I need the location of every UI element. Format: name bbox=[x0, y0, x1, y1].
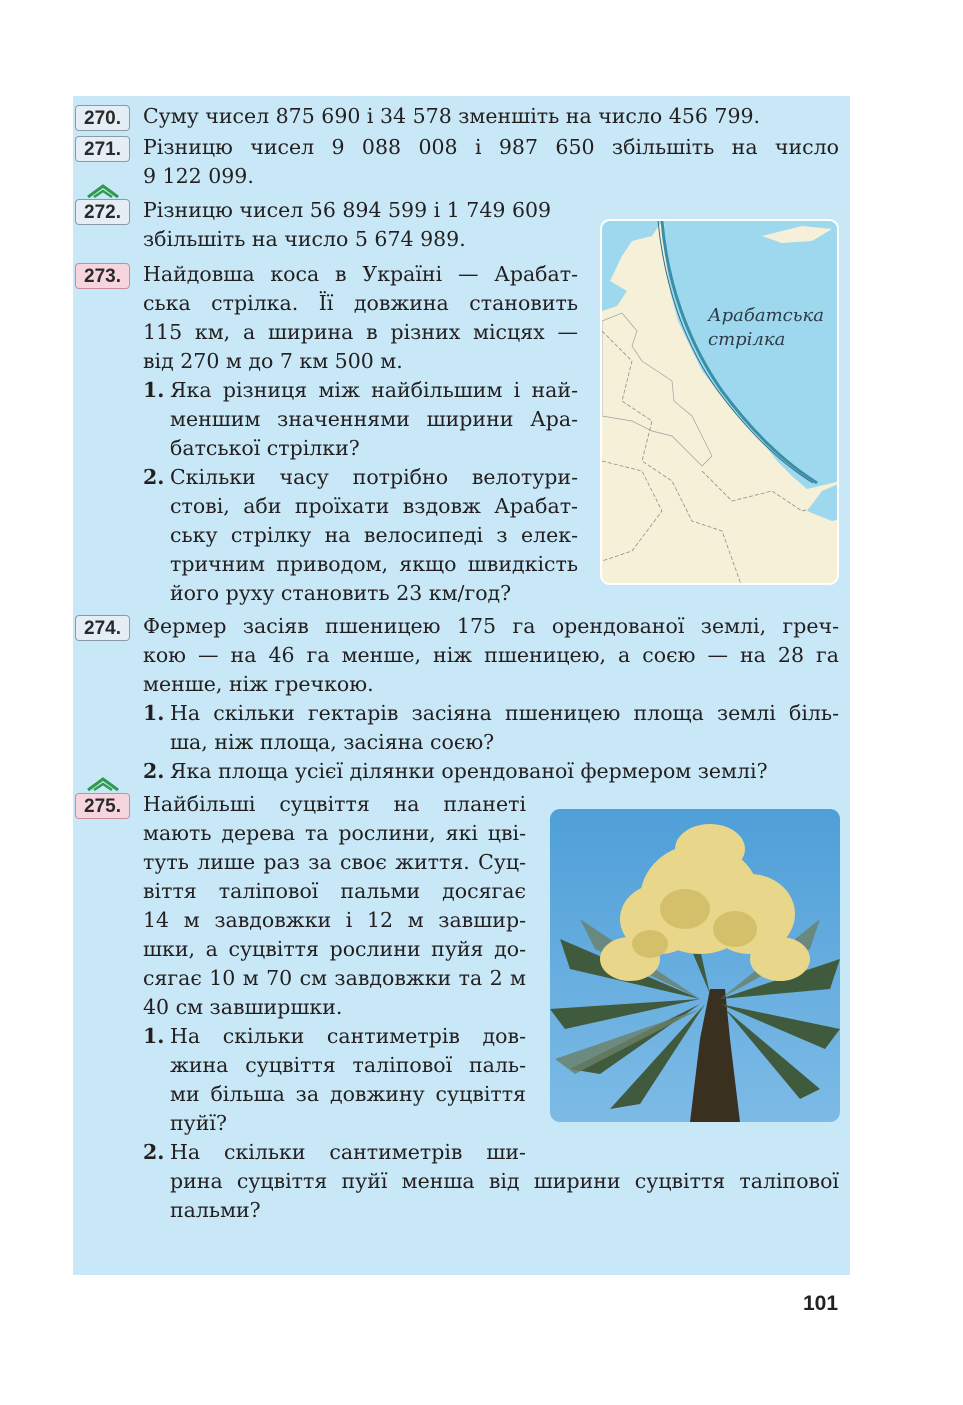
task-number-273: 273. bbox=[75, 263, 130, 289]
map-label: Арабатська стрілка bbox=[708, 305, 825, 350]
task-274-q1-line-1: На скільки гектарів засіяна пшеницею площа землі біль- bbox=[170, 701, 839, 725]
task-274-line-2: кою — на 46 га менше, ніж пшеницею, а соєю — на 28 га bbox=[143, 643, 839, 667]
task-275-line-3: туть лише раз за своє життя. Суц- bbox=[143, 850, 526, 874]
task-273-q1-marker: 1. bbox=[143, 378, 165, 402]
task-273-line-1: Найдовша коса в Україні — Арабат- bbox=[143, 262, 578, 286]
task-273-line-3: 115 км, а ширина в різних місцях — bbox=[143, 320, 578, 344]
house-icon bbox=[86, 776, 120, 794]
task-273-q2-line-3: ську стрілку на велосипеді з елек- bbox=[170, 523, 578, 547]
task-273-line-4: від 270 м до 7 км 500 м. bbox=[143, 349, 403, 373]
task-275-line-1: Найбільші суцвіття на планеті bbox=[143, 792, 526, 816]
task-275-q1-line-4: пуйї? bbox=[170, 1111, 227, 1135]
task-272-line-1: Різницю чисел 56 894 599 і 1 749 609 bbox=[143, 198, 552, 222]
task-273-q1-line-3: батської стрілки? bbox=[170, 436, 360, 460]
arabat-spit-map bbox=[600, 219, 839, 585]
task-275-q2-marker: 2. bbox=[143, 1140, 165, 1164]
task-274-line-1: Фермер засіяв пшеницею 175 га орендованої землі, греч- bbox=[143, 614, 839, 638]
task-270-text: Суму чисел 875 690 і 34 578 зменшіть на число 456 799. bbox=[143, 104, 761, 128]
task-273-q1-line-2: меншим значеннями ширини Ара- bbox=[170, 407, 578, 431]
task-number-271: 271. bbox=[75, 136, 130, 162]
task-273-q2-line-5: його руху становить 23 км/год? bbox=[170, 581, 512, 605]
task-275-q2-line-3: пальми? bbox=[170, 1198, 261, 1222]
palm-illustration bbox=[550, 809, 840, 1122]
task-275-line-8: 40 см завширшки. bbox=[143, 995, 343, 1019]
task-275-q1-line-1: На скільки сантиметрів дов- bbox=[170, 1024, 526, 1048]
task-274-q2-text: Яка площа усієї ділянки орендованої фермером землі? bbox=[170, 759, 768, 783]
task-275-line-4: віття таліпової пальми досягає bbox=[143, 879, 526, 903]
task-275-q2-line-2: рина суцвіття пуйї менша від ширини суцвіття таліпової bbox=[170, 1169, 839, 1193]
task-275-q1-line-2: жина суцвіття таліпової паль- bbox=[170, 1053, 526, 1077]
task-number-275: 275. bbox=[75, 793, 130, 819]
task-275-line-6: шки, а суцвіття рослини пуйя до- bbox=[143, 937, 526, 961]
task-275-line-2: мають дерева та рослини, які цві- bbox=[143, 821, 526, 845]
task-274-q1-marker: 1. bbox=[143, 701, 165, 725]
page-number: 101 bbox=[803, 1292, 839, 1315]
task-272-line-2: збільшіть на число 5 674 989. bbox=[143, 227, 466, 251]
task-number-270: 270. bbox=[75, 105, 130, 131]
task-number-272: 272. bbox=[75, 199, 130, 225]
task-273-q2-marker: 2. bbox=[143, 465, 165, 489]
map-graphic bbox=[602, 221, 839, 585]
task-273-q2-line-2: стові, аби проїхати вздовж Арабат- bbox=[170, 494, 578, 518]
task-274-q2-marker: 2. bbox=[143, 759, 165, 783]
task-274-q1-line-2: ша, ніж площа, засіяна соєю? bbox=[170, 730, 495, 754]
task-275-q2-line-1: На скільки сантиметрів ши- bbox=[170, 1140, 526, 1164]
task-273-line-2: ська стрілка. Її довжина становить bbox=[143, 291, 578, 315]
task-275-q1-marker: 1. bbox=[143, 1024, 165, 1048]
talipot-palm-photo bbox=[550, 809, 840, 1122]
task-273-q2-line-4: тричним приводом, якщо швидкість bbox=[170, 552, 578, 576]
task-275-q1-line-3: ми більша за довжину суцвіття bbox=[170, 1082, 526, 1106]
task-274-line-3: менше, ніж гречкою. bbox=[143, 672, 374, 696]
task-273-q2-line-1: Скільки часу потрібно велотури- bbox=[170, 465, 578, 489]
task-275-line-5: 14 м завдовжки і 12 м завшир- bbox=[143, 908, 526, 932]
task-273-q1-line-1: Яка різниця між найбільшим і най- bbox=[170, 378, 578, 402]
task-number-274: 274. bbox=[75, 615, 130, 641]
task-271-line-2: 9 122 099. bbox=[143, 164, 254, 188]
task-275-line-7: сягає 10 м 70 см завдовжки та 2 м bbox=[143, 966, 526, 990]
task-271-line-1: Різницю чисел 9 088 008 і 987 650 збільшіть на число bbox=[143, 135, 839, 159]
